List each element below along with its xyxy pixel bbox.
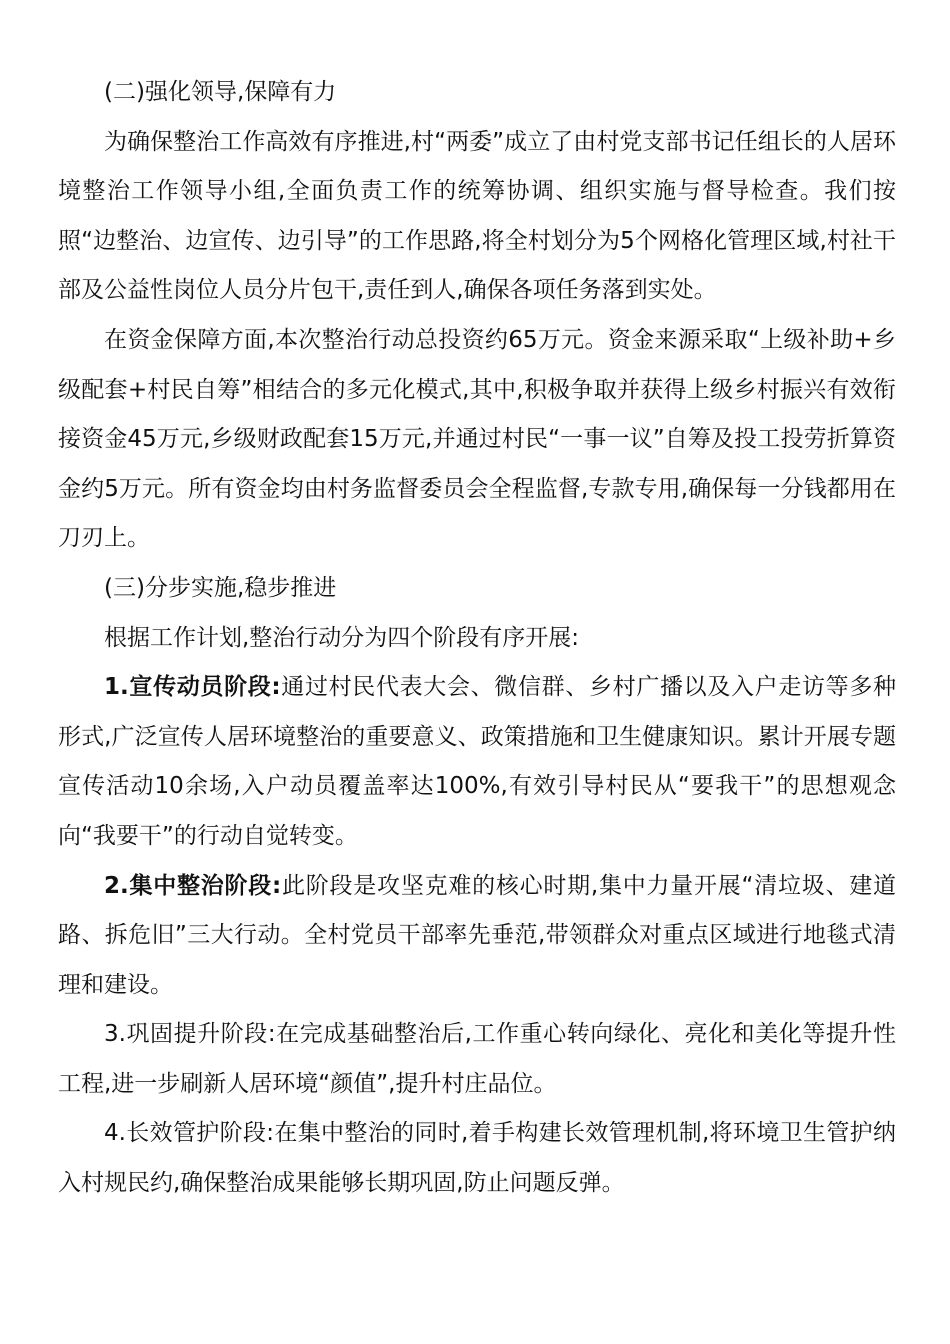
paragraph-phases-intro: 根据工作计划,整治行动分为四个阶段有序开展: xyxy=(104,624,580,651)
paragraph-funding: 在资金保障方面,本次整治行动总投资约65万元。资金来源采取“上级补助+乡级配套+村民自筹”相结合的多元化模式,其中,积极争取并获得上级乡村振兴有效衔接资金45万元,乡级财政配套15万元,并通过村民“一事一议”自筹及投工投劳折算资金约5万元。所有资金均由村务监督委员会全程监督,专款专用,确保每一分钱都用在刀刃上。 xyxy=(58,326,896,552)
paragraph-phase-2 xyxy=(58,862,896,1011)
phase-2-text: 此阶段是攻坚克难的核心时期,集中力量开展“清垃圾、建道路、拆危旧”三大行动。全村党员干部率先垂范,带领群众对重点区域进行地毯式清理和建设。 xyxy=(58,872,896,998)
paragraph-phase-3: 3.巩固提升阶段:在完成基础整治后,工作重心转向绿化、亮化和美化等提升性工程,进一步刷新人居环境“颜值”,提升村庄品位。 xyxy=(58,1021,896,1097)
phase-2-title: 2.集中整治阶段: xyxy=(104,872,282,899)
phase-1-text: 通过村民代表大会、微信群、乡村广播以及入户走访等多种形式,广泛宣传人居环境整治的重要意义、政策措施和卫生健康知识。累计开展专题宣传活动10余场,入户动员覆盖率达100%,有效引导村民从“要我干”的思想观念向“我要干”的行动自觉转变。 xyxy=(58,674,896,849)
section-heading-phases: (三)分步实施,稳步推进 xyxy=(104,574,337,601)
paragraph-phase-1 xyxy=(58,663,896,861)
phase-1-title: 1.宣传动员阶段: xyxy=(104,674,281,701)
paragraph-phase-4: 4.长效管护阶段:在集中整治的同时,着手构建长效管理机制,将环境卫生管护纳入村规民约,确保整治成果能够长期巩固,防止问题反弹。 xyxy=(58,1120,896,1197)
section-heading-leadership: (二)强化领导,保障有力 xyxy=(104,79,337,105)
paragraph-leadership-group: 为确保整治工作高效有序推进,村“两委”成立了由村党支部书记任组长的人居环境整治工作领导小组,全面负责工作的统筹协调、组织实施与督导检查。我们按照“边整治、边宣传、边引导”的工作思路,将全村划分为5个网格化管理区域,村社干部及公益性岗位人员分片包干,责任到人,确保各项任务落到实处。 xyxy=(58,128,896,304)
document-page xyxy=(58,68,896,1209)
